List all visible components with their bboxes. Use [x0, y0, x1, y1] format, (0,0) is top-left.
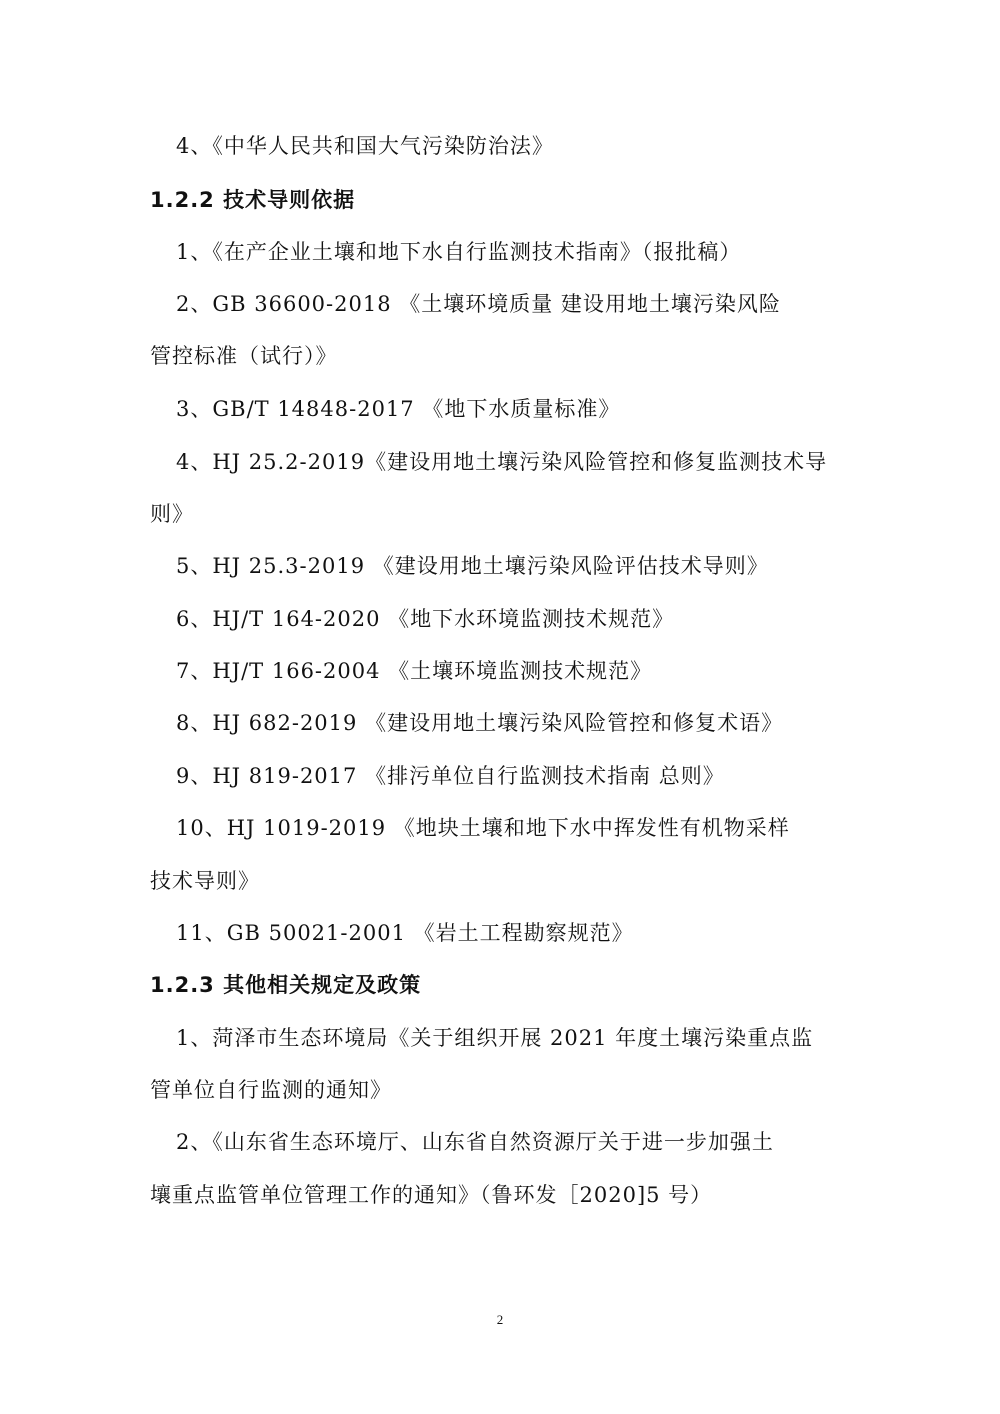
guideline-item-8: 8、HJ 682-2019 《建设用地土壤污染风险管控和修复术语》	[176, 711, 784, 735]
policy-item-1: 1、菏泽市生态环境局《关于组织开展 2021 年度土壤污染重点监	[176, 1026, 814, 1050]
guideline-item-10: 10、HJ 1019-2019 《地块土壤和地下水中挥发性有机物采样	[176, 816, 790, 840]
guideline-item-2-continued: 管控标准（试行）》	[150, 344, 338, 368]
page-number: 2	[496, 1312, 504, 1327]
guideline-item-3: 3、GB/T 14848-2017 《地下水质量标准》	[176, 397, 621, 421]
law-item-4: 4、《中华人民共和国大气污染防治法》	[176, 134, 554, 158]
policy-item-2: 2、《山东省生态环境厅、山东省自然资源厅关于进一步加强土	[176, 1130, 774, 1154]
policy-item-1-continued: 管单位自行监测的通知》	[150, 1078, 392, 1102]
guideline-item-9: 9、HJ 819-2017 《排污单位自行监测技术指南 总则》	[176, 764, 725, 788]
guideline-item-7: 7、HJ/T 166-2004 《土壤环境监测技术规范》	[176, 659, 653, 683]
guideline-item-6: 6、HJ/T 164-2020 《地下水环境监测技术规范》	[176, 607, 675, 631]
guideline-item-4: 4、HJ 25.2-2019《建设用地土壤污染风险管控和修复监测技术导	[176, 450, 828, 474]
guideline-item-4-continued: 则》	[150, 502, 194, 526]
guideline-item-5: 5、HJ 25.3-2019 《建设用地土壤污染风险评估技术导则》	[176, 554, 769, 578]
policy-item-2-continued: 壤重点监管单位管理工作的通知》（鲁环发［2020]5 号）	[150, 1183, 713, 1207]
section-heading-1-2-3: 1.2.3 其他相关规定及政策	[150, 973, 422, 997]
guideline-item-11: 11、GB 50021-2001 《岩土工程勘察规范》	[176, 921, 634, 945]
section-heading-1-2-2: 1.2.2 技术导则依据	[150, 188, 356, 212]
guideline-item-1: 1、《在产企业土壤和地下水自行监测技术指南》（报批稿）	[176, 240, 742, 264]
guideline-item-10-continued: 技术导则》	[150, 869, 260, 893]
guideline-item-2: 2、GB 36600-2018 《土壤环境质量 建设用地土壤污染风险	[176, 292, 781, 316]
